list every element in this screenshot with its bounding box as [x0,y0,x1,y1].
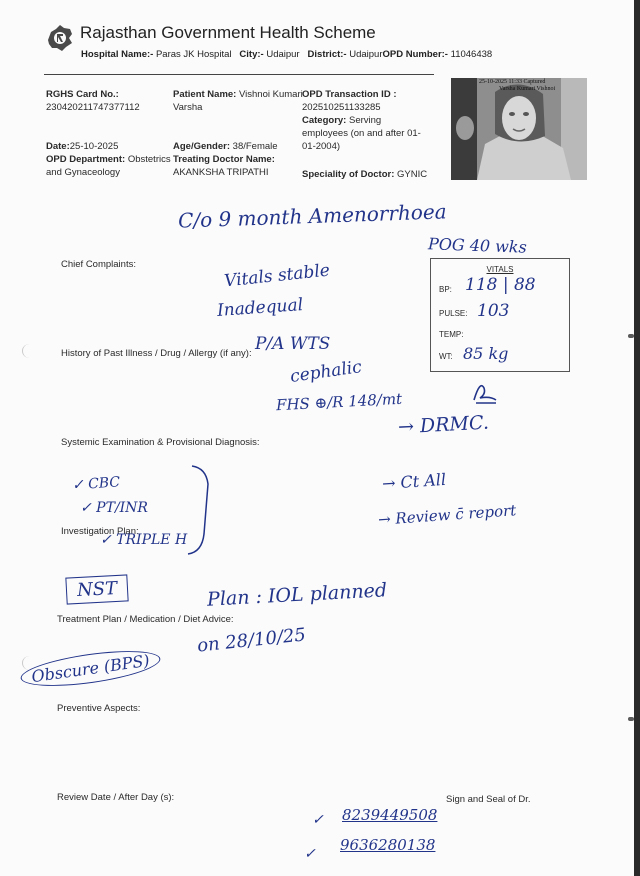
preventive-aspects-label: Preventive Aspects: [57,703,141,714]
pulse-value: 103 [477,301,510,321]
category-value-1: Serving [348,115,382,126]
district-label: District:- [307,49,347,60]
scan-edge-shadow [634,0,640,876]
phone-2-check: ✓ [304,846,316,862]
doctor-initial-signature [470,378,500,406]
cephalic-handwriting: cephalic [288,357,363,387]
phone-number-1: 8239449508 [342,806,438,824]
patient-name-block [173,88,303,114]
history-label: History of Past Illness / Drug / Allergy (if any): [61,348,252,359]
weight-value: 85 kg [463,344,509,363]
drmc-handwriting: → DRMC. [397,411,490,439]
bp-value: 118 | 88 [465,275,536,295]
transaction-label: OPD Transaction ID : [302,89,397,100]
scan-speck [628,334,634,338]
patient-photo-image [451,78,587,180]
investigation-plan-label: Investigation Plan: [61,526,139,537]
patient-name-label: Patient Name: [173,89,237,100]
district-value: Udaipur [349,49,383,60]
investigation-ptinr: ✓ PT/INR [80,500,148,516]
date-value: 25-10-2025 [69,141,119,152]
patient-name-value-2: Varsha [173,102,203,113]
vitals-stable-handwriting: Vitals stable [223,260,331,292]
scheme-title: Rajasthan Government Health Scheme [80,23,376,42]
pulse-label: PULSE: [439,309,468,318]
investigation-cbc: ✓ CBC [71,474,121,494]
punch-hole-bottom [22,656,37,670]
patient-photo [451,78,587,180]
pog-handwriting: POG 40 wks [427,234,528,257]
age-gender-label: Age/Gender: [173,141,231,152]
speciality-label: Speciality of Doctor: [302,169,395,180]
vitals-box [430,258,570,372]
systemic-examination-label: Systemic Examination & Provisional Diagnosis: [61,437,260,448]
pa-handwriting: P/A WTS [255,334,331,354]
transaction-block [302,88,432,153]
chief-complaints-label: Chief Complaints: [61,259,136,270]
nst-boxed-handwriting: NST [65,574,128,604]
opd-number-label: OPD Number:- [382,49,448,60]
sign-seal-label: Sign and Seal of Dr. [446,794,531,805]
opd-number-value: 11046438 [450,49,493,60]
department-value-1: Obstetrics [127,154,171,165]
age-gender-value: 38/Female [232,141,278,152]
doctor-value: AKANKSHA TRIPATHI [173,167,269,178]
ct-all-handwriting: → Ct All [381,469,447,494]
photo-stamp-line-2: Varsha Kumari Vishnoi [499,86,556,92]
hospital-line [81,49,492,60]
speciality-block [302,168,427,181]
rghs-card-block [46,88,140,114]
fhs-handwriting: FHS ⊕/R 148/mt [275,389,403,415]
hospital-value: Paras JK Hospital [155,49,232,60]
phone-1-check: ✓ [312,812,324,828]
photo-stamp [479,79,555,93]
phone-number-2: 9636280138 [340,836,436,854]
complaint-handwriting: C/o 9 month Amenorrhoea [177,199,447,233]
department-value-2: and Gynaceology [46,167,120,178]
date-label: Date: [46,141,70,152]
treatment-plan-label: Treatment Plan / Medication / Diet Advice: [57,614,234,625]
category-label: Category: [302,115,347,126]
age-doctor-block [173,140,278,179]
city-value: Udaipur [266,49,300,60]
investigation-triple-h: ✓ TRIPLE H [100,532,188,548]
doctor-label: Treating Doctor Name: [173,154,275,165]
obscure-bps-handwriting: Obscure (BPS) [19,644,163,692]
rghs-label: RGHS Card No.: [46,89,119,100]
review-date-label: Review Date / After Day (s): [57,792,175,803]
scan-speck [628,717,634,721]
transaction-value: 202510251133285 [302,102,381,113]
punch-hole-top [22,344,37,358]
weight-label: WT: [439,352,453,361]
city-label: City:- [239,49,264,60]
rghs-value: 230420211747377112 [46,102,140,113]
plan-date-handwriting: on 28/10/25 [196,624,307,657]
temp-label: TEMP: [439,330,464,339]
category-value-2: employees (on and after 01- [302,128,421,139]
plan-handwriting: Plan : IOL planned [206,579,388,611]
photo-stamp-line-1: 25-10-2025 11:33 Captured [479,79,546,85]
patient-name-value-1: Vishnoi Kumari [239,89,303,100]
hospital-label: Hospital Name:- [81,49,154,60]
review-report-handwriting: → Review c̄ report [377,501,517,529]
speciality-value: GYNIC [397,169,428,180]
bp-label: BP: [439,285,452,294]
rajasthan-map-logo-icon [44,22,76,54]
vitals-title: VITALS [486,265,514,274]
investigation-bracket [186,464,216,556]
inadequate-handwriting: Inadequal [216,295,304,321]
department-label: OPD Department: [46,154,126,165]
category-value-3: 01-2004) [302,141,341,152]
header-divider [44,74,434,75]
date-dept-block [46,140,171,179]
